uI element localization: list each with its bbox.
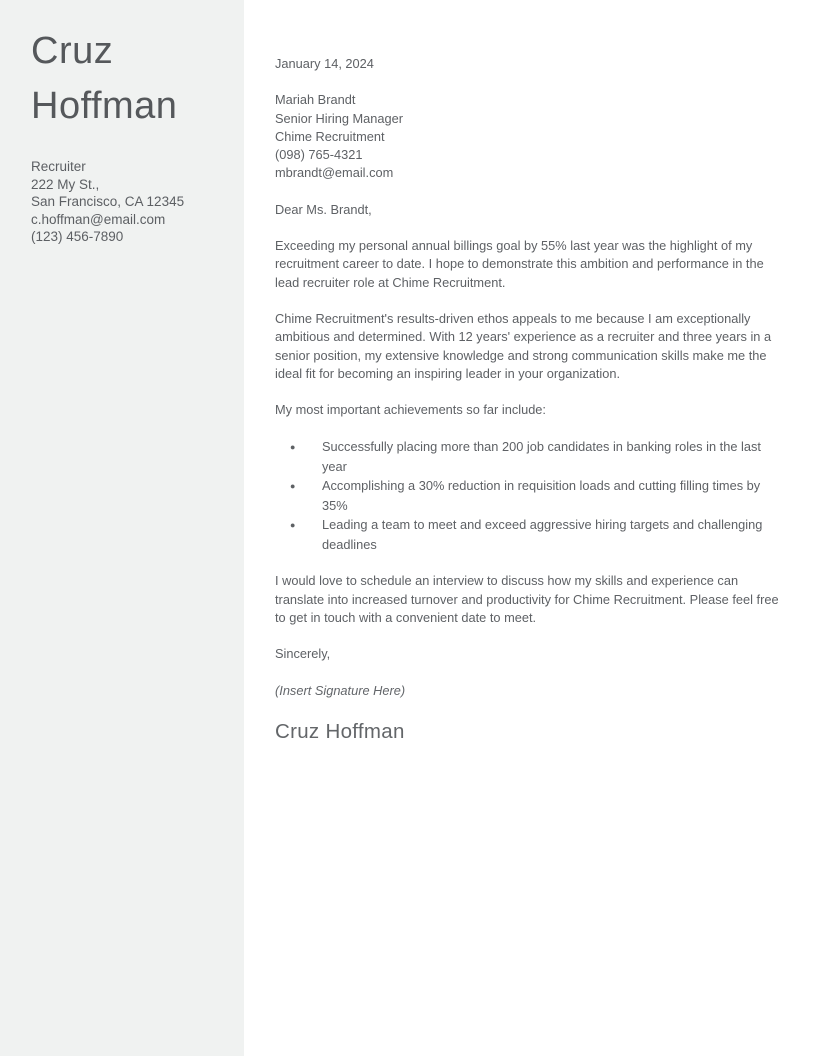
letter-body bbox=[275, 0, 786, 746]
sidebar-content bbox=[0, 0, 244, 246]
sidebar bbox=[0, 0, 244, 1056]
sign-off: Sincerely, bbox=[275, 646, 331, 662]
list-item bbox=[275, 515, 786, 554]
candidate-address-line1: 222 My St., bbox=[31, 176, 100, 192]
recipient-company: Chime Recruitment bbox=[275, 128, 385, 144]
list-item bbox=[275, 476, 786, 515]
achievements-list bbox=[275, 437, 786, 554]
recipient-name: Mariah Brandt bbox=[275, 92, 356, 108]
paragraph-closing: I would love to schedule an interview to discuss how my skills and experience can translate into increased turnover and productivity for Chime Recruitment. Please feel free to get in touch with a convenient date to meet. bbox=[275, 573, 779, 626]
candidate-address-line2: San Francisco, CA 12345 bbox=[31, 194, 185, 209]
candidate-contact-block bbox=[31, 158, 216, 246]
candidate-job-title: Recruiter bbox=[31, 159, 86, 174]
candidate-name bbox=[31, 24, 216, 134]
candidate-name-line2: Hoffman bbox=[31, 85, 178, 127]
list-item bbox=[275, 437, 786, 476]
paragraph-experience: Chime Recruitment's results-driven ethos appeals to me because I am exceptionally ambitious and determined. With 12 years' experience as a recruiter and three years in a senior position, my extensive knowledge and strong communication skills make me the ideal fit for becoming an inspiring leader in your organization. bbox=[275, 310, 772, 381]
achievement-text: Leading a team to meet and exceed aggressive hiring targets and challenging deadlines bbox=[322, 517, 763, 552]
candidate-phone: (123) 456-7890 bbox=[31, 229, 124, 244]
bullet-icon: ● bbox=[290, 481, 296, 492]
achievements-intro: My most important achievements so far include: bbox=[275, 402, 546, 418]
signature-name: Cruz Hoffman bbox=[275, 719, 405, 743]
bullet-icon: ● bbox=[290, 442, 296, 453]
candidate-name-line1: Cruz bbox=[31, 30, 114, 72]
bullet-icon: ● bbox=[290, 520, 296, 531]
paragraph-opening: Exceeding my personal annual billings goal by 55% last year was the highlight of my recruitment career to date. I hope to demonstrate this ambition and performance in the lead recruiter role at Chime Recruitment. bbox=[275, 238, 764, 290]
candidate-email: c.hoffman@email.com bbox=[31, 211, 166, 227]
recipient-title: Senior Hiring Manager bbox=[275, 110, 404, 126]
letter-date: January 14, 2024 bbox=[275, 56, 374, 71]
recipient-block bbox=[275, 91, 786, 182]
achievement-text: Successfully placing more than 200 job candidates in banking roles in the last year bbox=[322, 439, 761, 474]
achievement-text: Accomplishing a 30% reduction in requisition loads and cutting filling times by 35% bbox=[322, 478, 761, 513]
recipient-phone: (098) 765-4321 bbox=[275, 147, 363, 163]
signature-placeholder: (Insert Signature Here) bbox=[275, 682, 406, 698]
recipient-email: mbrandt@email.com bbox=[275, 165, 394, 181]
salutation: Dear Ms. Brandt, bbox=[275, 201, 372, 217]
